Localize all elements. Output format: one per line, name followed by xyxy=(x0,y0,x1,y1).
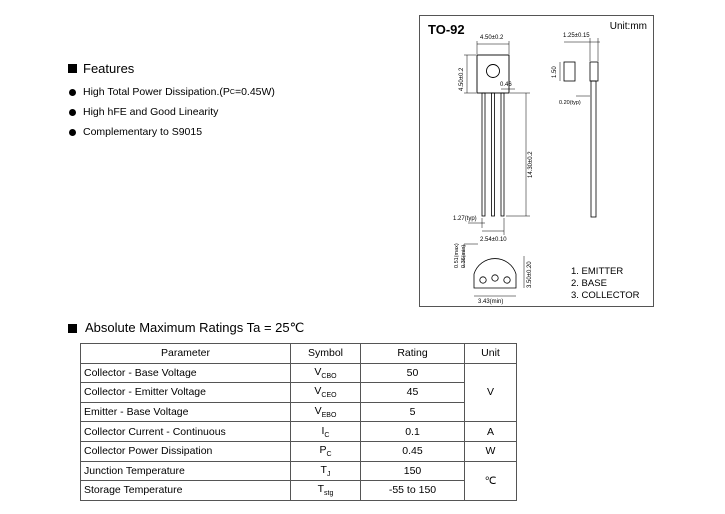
feature-text: Complementary to S9015 xyxy=(83,126,203,138)
symbol-sub: C xyxy=(324,431,330,439)
symbol-main: T xyxy=(317,483,325,496)
pin-item: 3. COLLECTOR xyxy=(571,290,640,301)
bottom-view xyxy=(474,259,516,288)
dim-bottom-d1: 0.51(max) xyxy=(454,243,460,268)
rating-cell: 45 xyxy=(361,383,465,403)
symbol-sub: stg xyxy=(324,490,334,498)
column-header-symbol: Symbol xyxy=(291,344,361,364)
features-heading-text: Features xyxy=(83,60,135,76)
dim-lead-length: 14.30±0.2 xyxy=(528,151,534,178)
symbol-main: V xyxy=(314,365,322,378)
package-unit: Unit:mm xyxy=(609,21,647,32)
dim-side-thickness: 1.25±0.15 xyxy=(563,33,590,39)
symbol-sub: CBO xyxy=(321,372,337,380)
pin-item: 2. BASE xyxy=(571,278,607,289)
dim-body-height: 4.50±0.2 xyxy=(459,67,465,91)
square-bullet-icon xyxy=(68,324,77,333)
dim-lead-width: 0.46 xyxy=(500,82,512,88)
feature-item xyxy=(68,102,275,122)
ratings-heading-text: Absolute Maximum Ratings Ta = 25℃ xyxy=(85,320,305,335)
parameter-cell: Collector Current - Continuous xyxy=(81,422,291,442)
feature-text-suffix: =0.45W) xyxy=(234,86,275,98)
table-header-row xyxy=(81,344,517,364)
symbol-cell xyxy=(291,363,361,383)
dim-bottom-width: 3.43(min) xyxy=(478,299,504,305)
symbol-main: V xyxy=(314,405,322,418)
package-outline-svg xyxy=(420,16,655,308)
parameter-cell: Junction Temperature xyxy=(81,461,291,481)
features-list xyxy=(68,82,275,142)
body-hole xyxy=(487,65,500,78)
symbol-cell xyxy=(291,383,361,403)
feature-item xyxy=(68,122,275,142)
ratings-heading xyxy=(68,320,304,336)
table-row xyxy=(81,383,517,403)
symbol-cell xyxy=(291,461,361,481)
symbol-sub: CEO xyxy=(321,392,337,400)
pin-legend xyxy=(571,266,639,302)
unit-cell: V xyxy=(465,363,517,422)
symbol-cell xyxy=(291,441,361,461)
dim-lead-thickness: 0.20(typ) xyxy=(559,100,581,106)
symbol-main: V xyxy=(314,385,322,398)
pin-item: 1. EMITTER xyxy=(571,266,624,277)
dim-pin-span: 2.54±0.10 xyxy=(480,237,507,243)
column-header-parameter: Parameter xyxy=(81,344,291,364)
parameter-cell: Storage Temperature xyxy=(81,481,291,501)
table-row xyxy=(81,481,517,501)
ratings-table xyxy=(80,343,517,501)
bullet-icon xyxy=(69,89,76,96)
parameter-cell: Collector - Emitter Voltage xyxy=(81,383,291,403)
rating-cell: 150 xyxy=(361,461,465,481)
bullet-icon xyxy=(69,129,76,136)
symbol-main: I xyxy=(321,424,325,437)
feature-item xyxy=(68,82,275,102)
parameter-cell: Collector Power Dissipation xyxy=(81,441,291,461)
symbol-main: T xyxy=(320,463,327,476)
rating-cell: 0.45 xyxy=(361,441,465,461)
leads xyxy=(482,93,504,216)
parameter-cell: Collector - Base Voltage xyxy=(81,363,291,383)
column-header-rating: Rating xyxy=(361,344,465,364)
bullet-icon xyxy=(69,109,76,116)
package-drawing xyxy=(419,15,654,307)
dim-body-width: 4.50±0.2 xyxy=(480,35,504,41)
table-row xyxy=(81,422,517,442)
symbol-cell xyxy=(291,481,361,501)
dim-side-height: 1.50 xyxy=(552,66,558,78)
side-dimension-lines xyxy=(560,38,600,96)
feature-text-prefix: High Total Power Dissipation.(P xyxy=(83,86,230,98)
table-row xyxy=(81,363,517,383)
symbol-cell xyxy=(291,422,361,442)
dim-bottom-d2: 0.36(min) xyxy=(461,244,467,268)
symbol-sub: J xyxy=(326,470,331,478)
symbol-cell xyxy=(291,402,361,422)
rating-cell: -55 to 150 xyxy=(361,481,465,501)
parameter-cell: Emitter - Base Voltage xyxy=(81,402,291,422)
features-section xyxy=(68,58,275,142)
feature-text: High hFE and Good Linearity xyxy=(83,106,219,118)
dim-lead-pitch: 1.27(typ) xyxy=(453,216,477,222)
unit-cell: ℃ xyxy=(465,461,517,500)
rating-cell: 50 xyxy=(361,363,465,383)
feature-text-sub: C xyxy=(229,88,235,96)
column-header-unit: Unit xyxy=(465,344,517,364)
dimension-lines xyxy=(464,41,530,235)
symbol-sub: C xyxy=(326,451,332,459)
unit-cell: A xyxy=(465,422,517,442)
rating-cell: 5 xyxy=(361,402,465,422)
rating-cell: 0.1 xyxy=(361,422,465,442)
package-name: TO-92 xyxy=(428,22,465,37)
symbol-main: P xyxy=(319,444,327,457)
table-row xyxy=(81,461,517,481)
symbol-sub: EBO xyxy=(321,412,337,420)
side-view xyxy=(564,62,598,217)
features-heading xyxy=(68,58,275,78)
dim-bottom-height: 3.50±0.20 xyxy=(527,261,533,288)
table-row xyxy=(81,441,517,461)
table-row xyxy=(81,402,517,422)
unit-cell: W xyxy=(465,441,517,461)
square-bullet-icon xyxy=(68,64,77,73)
